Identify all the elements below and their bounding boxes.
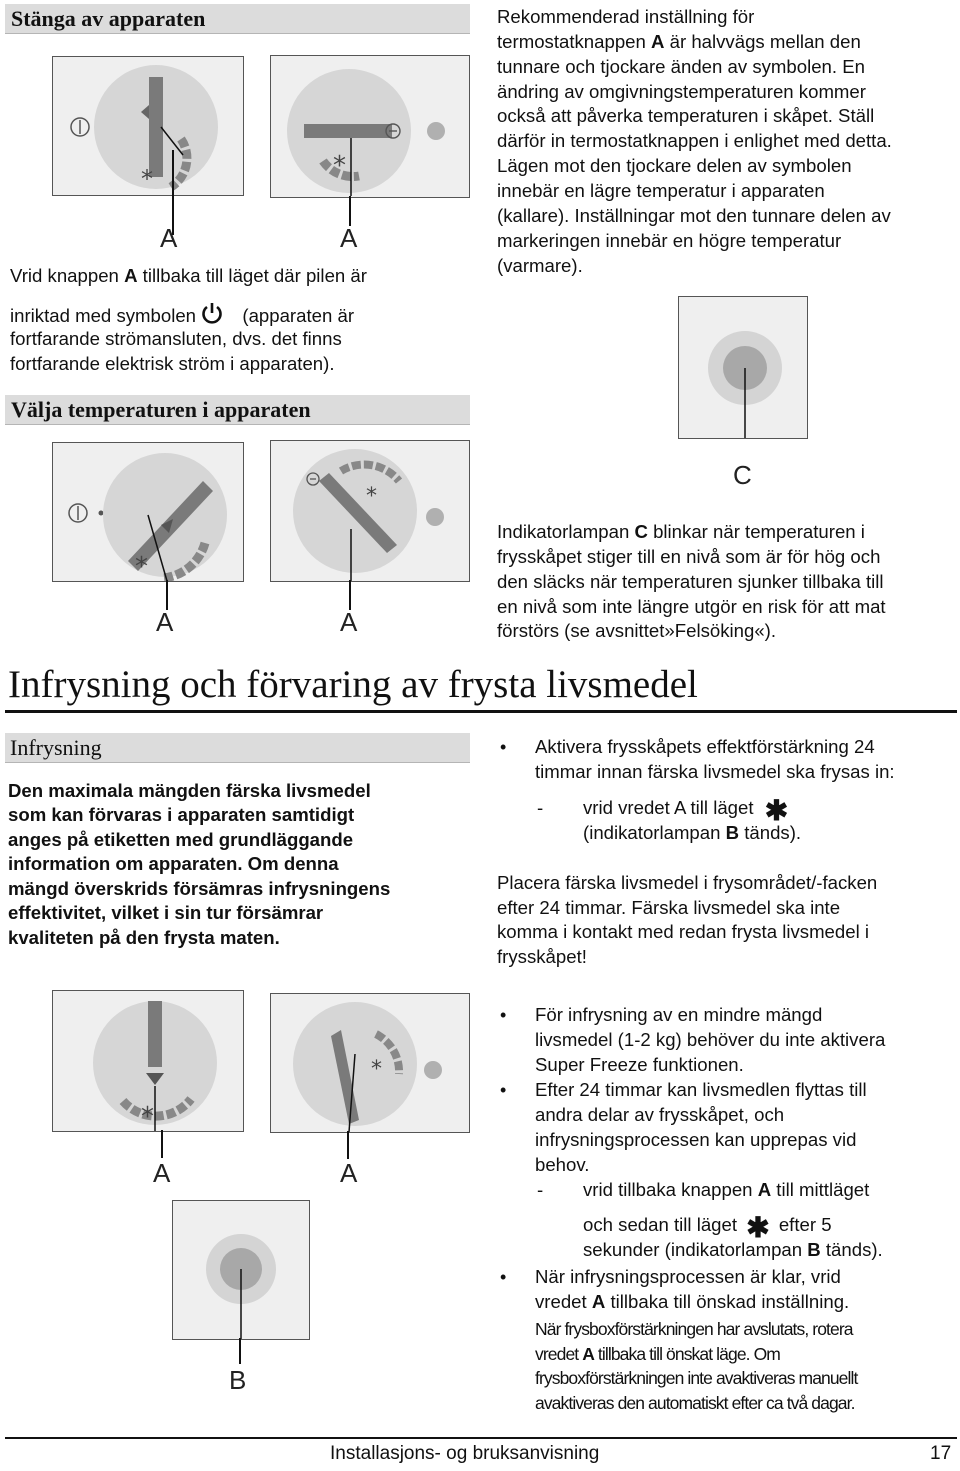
b3-line-3: infrysningsprocessen kan upprepas vid (535, 1129, 857, 1150)
power-icon (201, 302, 223, 324)
pointer-line-temp-a1 (166, 580, 168, 610)
pointer-line-temp-a2 (349, 580, 351, 610)
dial-freeze-right-graphic (271, 994, 469, 1132)
svg-text:*: * (141, 165, 153, 193)
label-a-off-right: A (340, 223, 358, 253)
dial-temp-left-graphic (53, 443, 243, 581)
dial-panel-temp-left (52, 442, 244, 582)
rt-line-10: markeringen innebär en högre temperatur (497, 230, 842, 251)
label-a-freeze-right: A (340, 1158, 358, 1188)
d2-line-3 (583, 1238, 883, 1263)
indicator-line-2: frysskåpet stiger till en nivå som är för hög och (497, 546, 881, 567)
d2-text: vrid tillbaka knappen (583, 1179, 758, 1200)
d2-line-2 (583, 1212, 832, 1243)
footer-page-number: 17 (930, 1443, 952, 1464)
dial-off-right-graphic (271, 56, 469, 197)
rt-line-8: innebär en lägre temperatur i apparaten (497, 180, 825, 201)
inf-line-1: Den maximala mängden färska livsmedel (8, 780, 371, 801)
d1-bold: B (725, 822, 740, 843)
heading-infrysning (5, 733, 470, 763)
caption-line-3: fortfarande strömansluten, dvs. det finns (10, 328, 342, 349)
pointer-line-b (239, 1338, 241, 1364)
b3-line-1: Efter 24 timmar kan livsmedlen flyttas till (535, 1079, 867, 1100)
d2-line-1 (583, 1178, 869, 1203)
para-line-3: komma i kontakt med redan frysta livsmedel i (497, 921, 870, 942)
d2-text: och sedan till läget (583, 1214, 738, 1235)
para-line-1: Placera färska livsmedel i frysområdet/-facken (497, 872, 878, 893)
d2-text: tänds). (820, 1239, 883, 1260)
snowflake-icon: ✱ (764, 795, 789, 826)
rt-line-11: (varmare). (497, 255, 583, 276)
rt-line-3: tunnare och tjockare änden av symbolen. En (497, 56, 865, 77)
dial-panel-off-left (52, 56, 244, 196)
b4-line-1: När infrysningsprocessen är klar, vrid (535, 1266, 841, 1287)
dash-2: - (537, 1179, 544, 1200)
caption-text: tillbaka till läget där pilen är (137, 265, 367, 286)
dial-temp-right-graphic (271, 441, 469, 581)
d1-text: tänds). (739, 822, 802, 843)
rt-line-4: ändring av omgivningstemperaturen kommer (497, 81, 866, 102)
footer-title: Installasjons- og bruksanvisning (330, 1443, 600, 1464)
para-line-2: efter 24 timmar. Färska livsmedel ska inte (497, 897, 841, 918)
indicator-line-1 (497, 520, 865, 545)
b1-line-1: Aktivera frysskåpets effektförstärkning 24 (535, 736, 875, 757)
d2-text: sekunder (indikatorlampan (583, 1239, 808, 1260)
caption-bold: A (124, 265, 138, 286)
indicator-c-graphic (679, 297, 807, 438)
label-a-temp-right: A (340, 607, 358, 637)
d2-bold: A (757, 1179, 772, 1200)
b3-line-2: andra delar av frysskåpet, och (535, 1104, 785, 1125)
narrow-text: vredet (535, 1344, 583, 1364)
bullet-3: • (500, 1080, 507, 1100)
dash-1: - (537, 797, 544, 818)
bullet-4: • (500, 1267, 507, 1287)
caption-text: inriktad med symbolen (10, 305, 197, 326)
b1-line-2: timmar innan färska livsmedel ska frysas in: (535, 761, 895, 782)
narrow-bold: A (582, 1344, 594, 1364)
heading-stanga-av-text: Stänga av apparaten (11, 6, 206, 31)
b4-text: tillbaka till önskad inställning. (605, 1291, 850, 1312)
rt-line-5: också att påverka temperaturen i skåpet. Ställ (497, 105, 875, 126)
inf-line-4: information om apparaten. Om denna (8, 853, 339, 874)
dial-panel-freeze-right (270, 993, 470, 1133)
indicator-panel-c (678, 296, 808, 439)
inf-line-3: anges på etiketten med grundläggande (8, 829, 354, 850)
inf-line-7: kvaliteten på den frysta maten. (8, 927, 280, 948)
d2-bold: B (807, 1239, 821, 1260)
d1-line-1 (583, 795, 789, 826)
footer-rule (5, 1437, 957, 1439)
b2-line-1: För infrysning av en mindre mängd (535, 1004, 823, 1025)
rt-line-6: därför in termostatknappen i enlighet med detta. (497, 130, 892, 151)
rt-text: termostatknappen (497, 31, 652, 52)
dial-freeze-left-graphic (53, 991, 243, 1131)
narrow-line-2 (535, 1342, 780, 1367)
d1-text: vrid vredet A till läget (583, 797, 754, 818)
para-line-4: frysskåpet! (497, 946, 587, 967)
svg-text:*: * (141, 1102, 154, 1131)
d1-line-2 (583, 821, 801, 846)
pointer-line-freeze-a1 (161, 1130, 163, 1158)
label-b: B (229, 1365, 247, 1395)
b2-line-2: livsmedel (1-2 kg) behöver du inte aktivera (535, 1029, 886, 1050)
caption-text: (apparaten är (242, 305, 355, 326)
b4-bold: A (591, 1291, 606, 1312)
indicator-line-4: en nivå som inte längre utgör en risk för att mat (497, 596, 886, 617)
indicator-text: Indikatorlampan (497, 521, 635, 542)
heading-valja-temp (5, 395, 470, 425)
b3-line-4: behov. (535, 1154, 590, 1175)
label-a-temp-left: A (156, 607, 174, 637)
narrow-line-1: När frysboxförstärkningen har avslutats, rotera (535, 1319, 853, 1339)
bullet-1: • (500, 737, 507, 757)
inf-line-2: som kan förvaras i apparaten samtidigt (8, 804, 355, 825)
svg-text:*: * (135, 552, 148, 581)
indicator-line-3: den släcks när temperaturen sjunker tillbaka till (497, 571, 884, 592)
heading-stanga-av (5, 4, 470, 34)
narrow-text: tillbaka till önskat läge. Om (593, 1344, 780, 1364)
svg-text:*: * (371, 1057, 382, 1082)
narrow-line-3: frysboxförstärkningen inte avaktiveras manuellt (535, 1368, 858, 1388)
caption-line-2 (10, 302, 470, 329)
b4-text: vredet (535, 1291, 592, 1312)
d1-text: (indikatorlampan (583, 822, 726, 843)
caption-line-1 (10, 264, 470, 289)
indicator-text: blinkar när temperaturen i (647, 521, 865, 542)
dial-panel-off-right (270, 55, 470, 198)
dial-off-left-graphic (53, 57, 243, 195)
indicator-b-graphic (173, 1201, 309, 1339)
indicator-line-5: förstörs (se avsnittet»Felsöking«). (497, 620, 777, 641)
narrow-line-4: avaktiveras den automatiskt efter ca två dagar. (535, 1393, 855, 1413)
pointer-line-a2 (349, 196, 351, 226)
heading-valja-temp-text: Välja temperaturen i apparaten (11, 397, 311, 422)
label-a-freeze-left: A (153, 1158, 171, 1188)
caption-line-4: fortfarande elektrisk ström i apparaten). (10, 353, 335, 374)
inf-line-6: effektivitet, vilket i sin tur försämrar (8, 902, 324, 923)
b2-line-3: Super Freeze funktionen. (535, 1054, 744, 1075)
rt-line-7: Lägen mot den tjockare delen av symbolen (497, 155, 852, 176)
d2-text: till mittläget (771, 1179, 870, 1200)
label-a-off-left: A (160, 223, 178, 253)
rt-line-1: Rekommenderad inställning för (497, 6, 755, 27)
indicator-bold: C (634, 521, 648, 542)
rt-line-2 (497, 30, 861, 55)
svg-text:*: * (333, 151, 346, 181)
rt-line-9: (kallare). Inställningar mot den tunnare delen av (497, 205, 891, 226)
snowflake-icon: ✱ (746, 1212, 770, 1243)
pointer-line-freeze-a2 (347, 1131, 349, 1159)
heading-infrysning-text: Infrysning (10, 735, 102, 760)
caption-text: Vrid knappen (10, 265, 125, 286)
bullet-2: • (500, 1005, 507, 1025)
indicator-panel-b (172, 1200, 310, 1340)
svg-text:*: * (366, 484, 377, 509)
dial-panel-freeze-left (52, 990, 244, 1132)
rt-text: är halvvägs mellan den (664, 31, 861, 52)
b4-line-2 (535, 1290, 849, 1315)
label-c: C (733, 460, 752, 490)
main-title: Infrysning och förvaring av frysta livsmedel (8, 663, 698, 706)
rt-bold: A (651, 31, 665, 52)
main-title-rule (5, 710, 957, 713)
d2-text: efter 5 (778, 1214, 832, 1235)
dial-panel-temp-right (270, 440, 470, 582)
inf-line-5: mängd överskrids försämras infrysningens (8, 878, 391, 899)
